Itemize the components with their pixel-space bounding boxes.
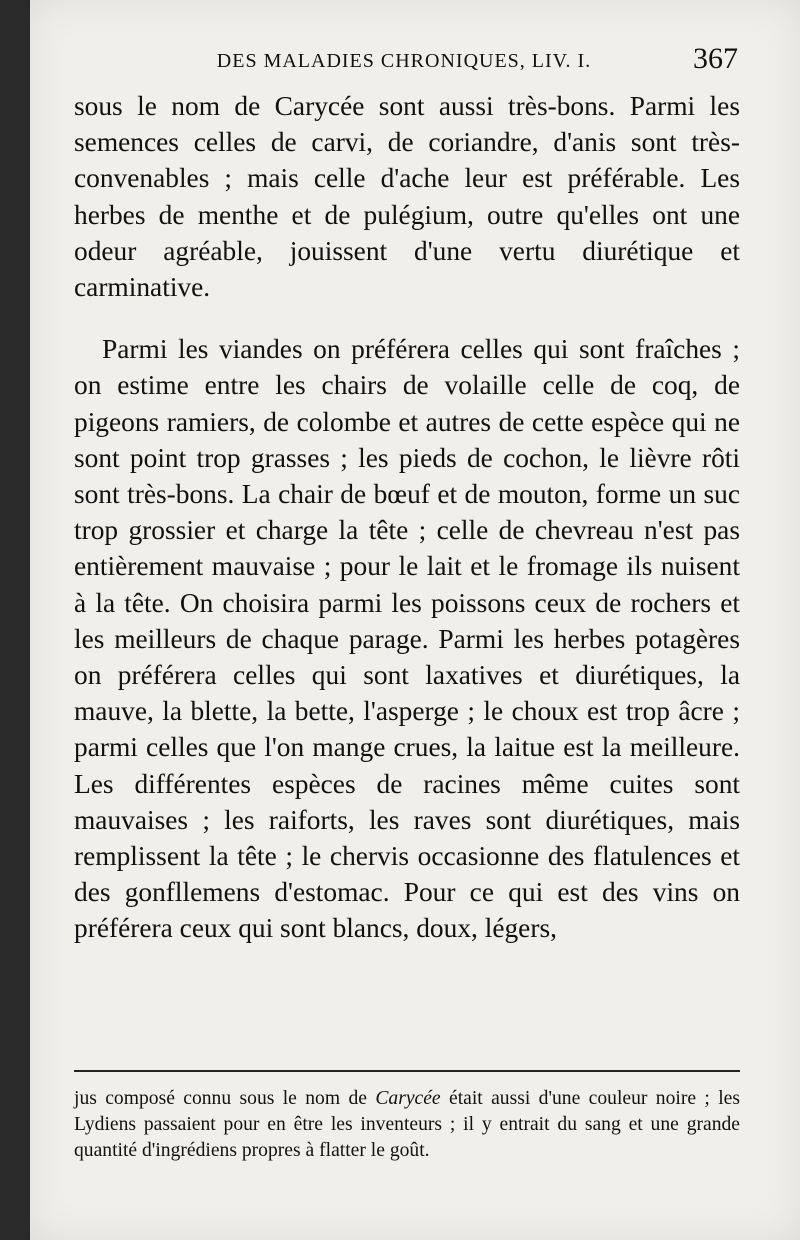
footnote-italic-word: Carycée xyxy=(375,1088,441,1109)
footnote xyxy=(74,1086,740,1164)
page-number: 367 xyxy=(693,42,738,75)
book-page xyxy=(30,0,800,1240)
footnote-text-before: jus composé connu sous le nom de xyxy=(74,1088,376,1109)
paragraph-1: sous le nom de Carycée sont aussi très-bons. Parmi les semences celles de carvi, de coriandre, d'anis sont très-convenables ; mais celle d'ache leur est préférable. Les herbes de menthe et de pulégium, outre qu'elles ont une odeur agréable, jouissent d'une vertu diurétique et carminative. xyxy=(74,91,740,303)
paragraph-2: Parmi les viandes on préférera celles qui sont fraîches ; on estime entre les chairs de volaille celle de coq, de pigeons ramiers, de colombe et autres de cette espèce qui ne sont point trop grasses ; les pieds de cochon, le lièvre rôti sont très-bons. La chair de bœuf et de mouton, forme un suc trop grossier et charge la tête ; celle de chevreau n'est pas entièrement mauvaise ; pour le lait et le fromage ils nuisent à la tête. On choisira parmi les poissons ceux de rochers et les meilleurs de chaque parage. Parmi les herbes potagères on préférera celles qui sont laxatives et diurétiques, la mauve, la blette, la bette, l'asperge ; le choux est trop âcre ; parmi celles que l'on mange crues, la laitue est la meilleure. Les différentes espèces de racines même cuites sont mauvaises ; les raiforts, les raves sont diurétiques, mais remplissent la tête ; le chervis occasionne des flatulences et des gonfllemens d'estomac. Pour ce qui est des vins on préférera ceux qui sont blancs, doux, légers, xyxy=(74,334,740,944)
footnote-rule xyxy=(74,1070,740,1072)
footnote-text-after: était aussi d'une couleur noire ; les Lydiens passaient pour en être les inventeurs ; il y entrait du sang et une grande quantité d'ingrédiens propres à flatter le goût. xyxy=(74,1088,740,1161)
main-text xyxy=(74,88,740,947)
running-head: DES MALADIES CHRONIQUES, LIV. I. xyxy=(216,50,592,72)
page-header xyxy=(70,42,738,82)
